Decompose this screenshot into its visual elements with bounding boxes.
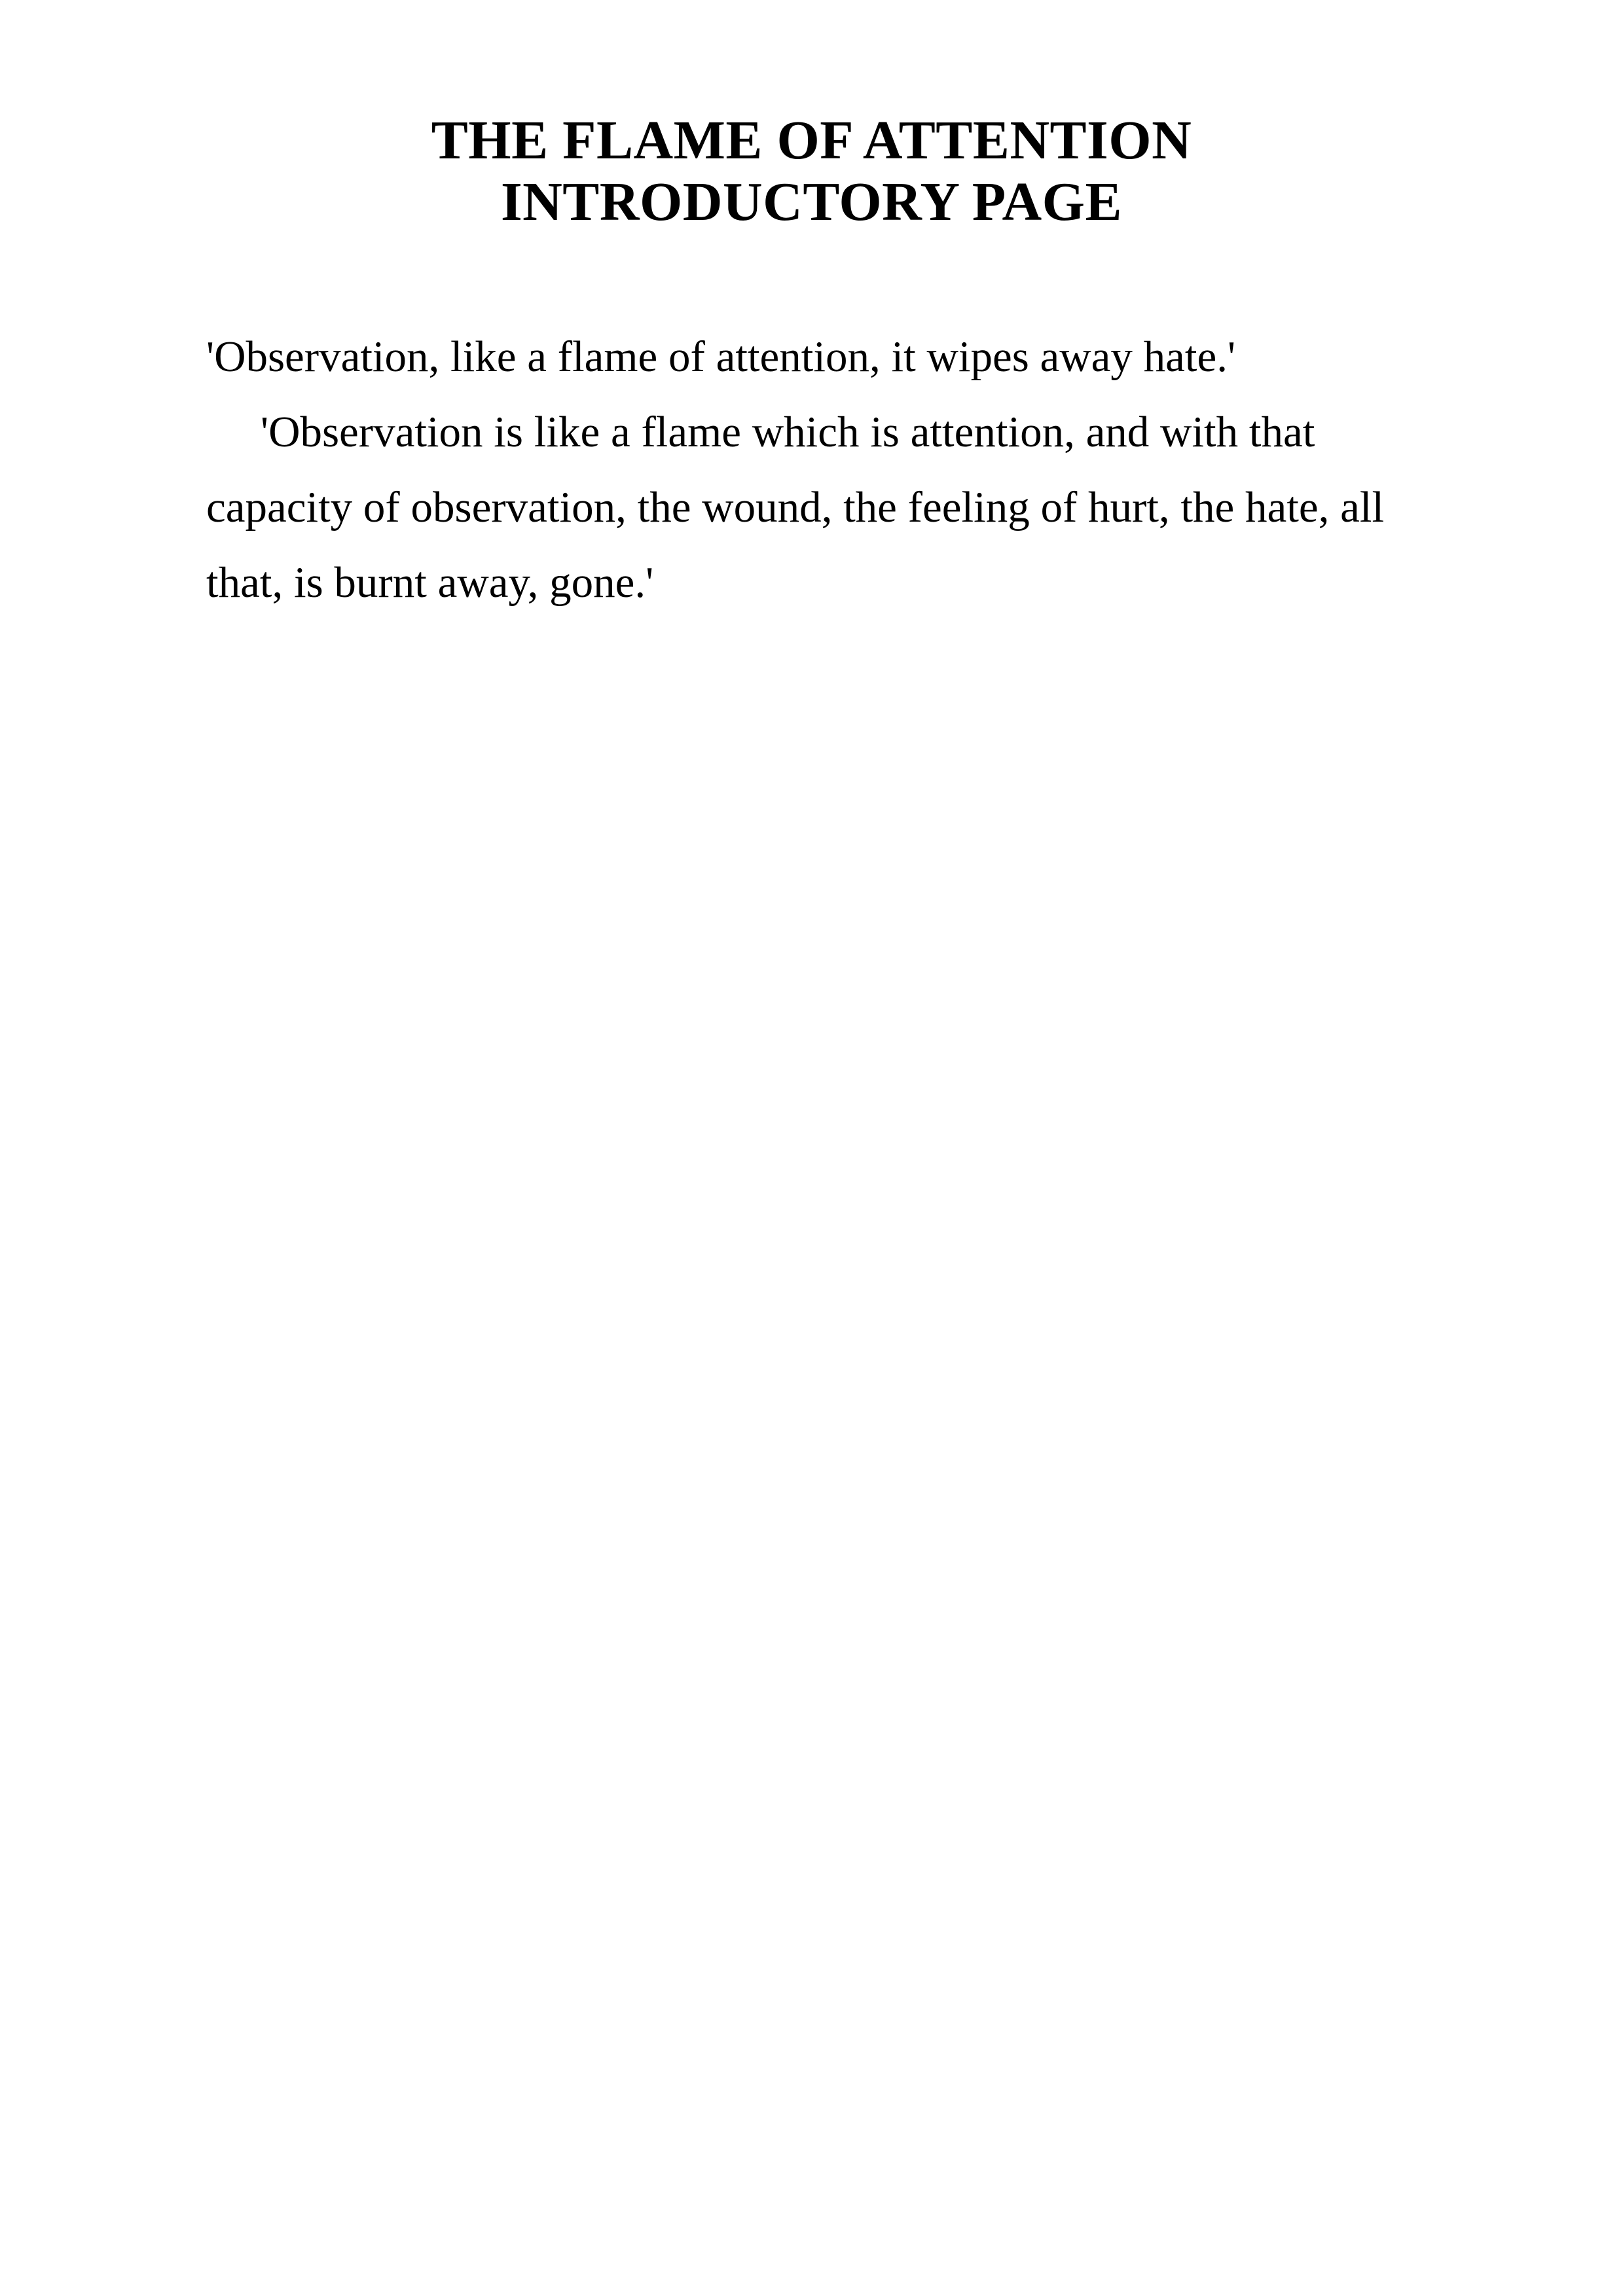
quote-paragraph-2: 'Observation is like a flame which is attention, and with that capacity of observation, the wound, the feeling of hurt, the hate, all that, is burnt away, gone.' bbox=[206, 408, 1385, 607]
document-body bbox=[206, 319, 1417, 620]
quote-paragraph-1: 'Observation, like a flame of attention, it wipes away hate.' bbox=[206, 332, 1236, 381]
page-title: THE FLAME OF ATTENTION INTRODUCTORY PAGE bbox=[431, 110, 1192, 232]
